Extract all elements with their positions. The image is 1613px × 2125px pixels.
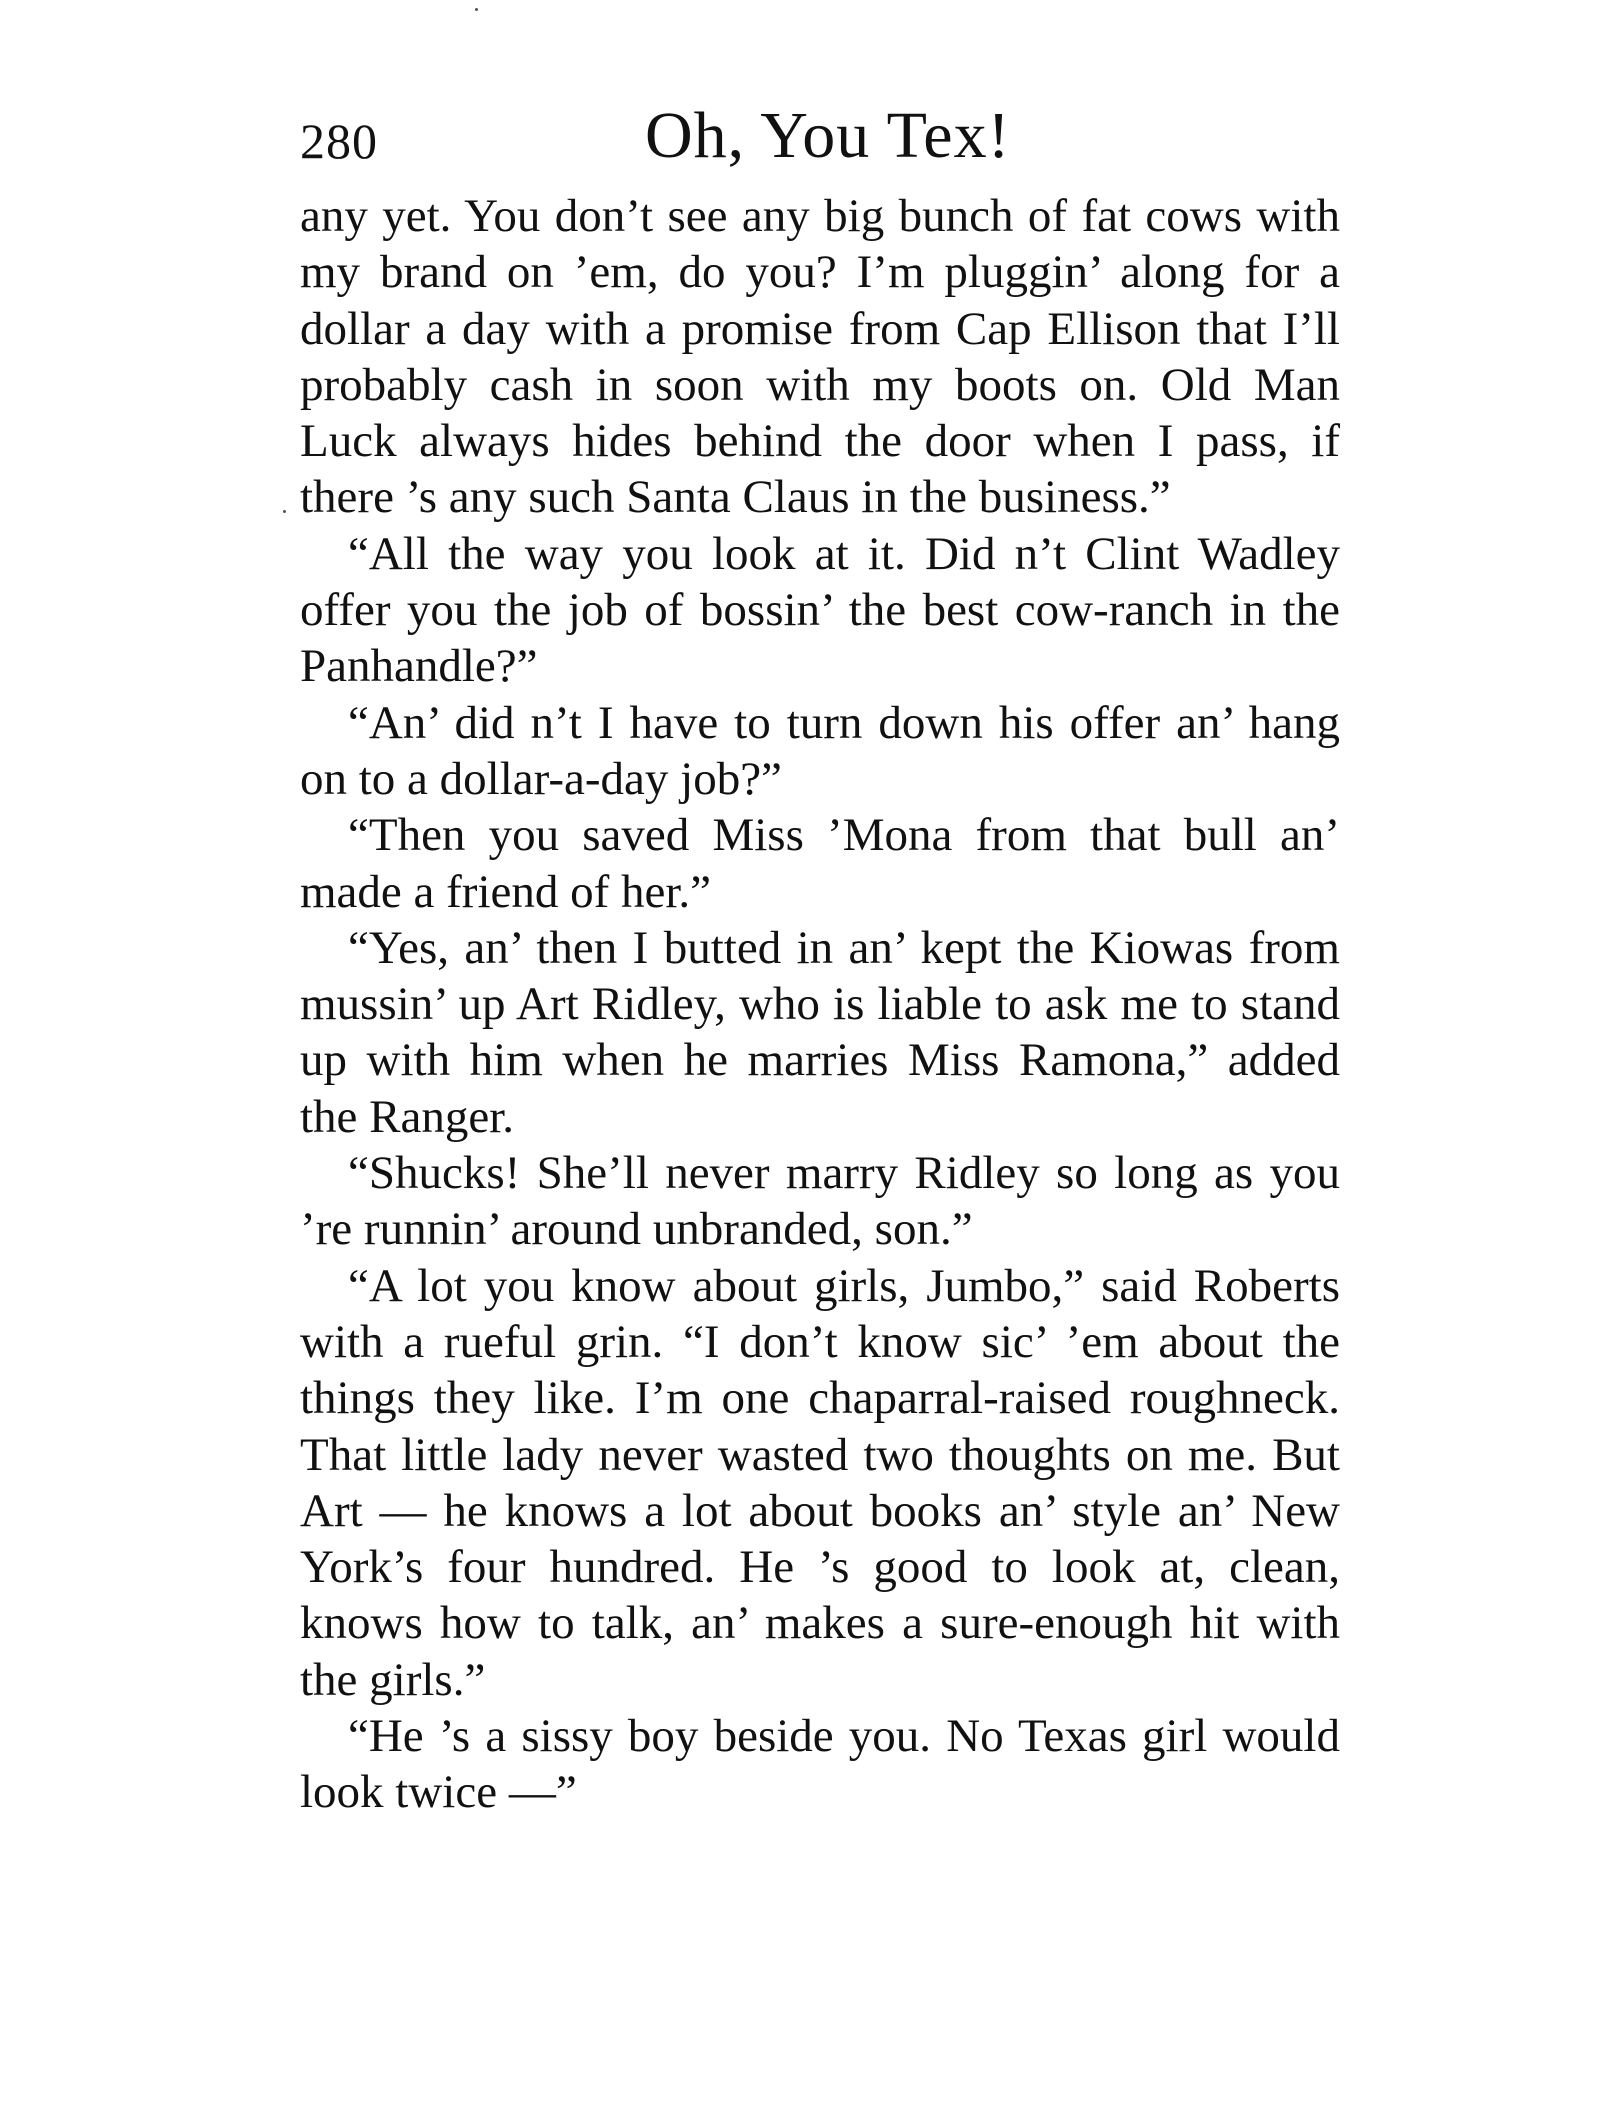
- paragraph: “He ’s a sissy boy beside you. No Texas girl would look twice —”: [300, 1710, 1340, 1819]
- paragraph: “Shucks! She’ll never marry Ridley so long as you ’re runnin’ around unbranded, son.”: [300, 1147, 1340, 1256]
- paragraph: “Then you saved Miss ’Mona from that bull an’ made a friend of her.”: [300, 809, 1340, 918]
- body-text: [300, 188, 1340, 1821]
- paragraph: “A lot you know about girls, Jumbo,” said Roberts with a rueful grin. “I don’t know sic’ ’em about the things they like. I’m one chaparral-raised roughneck. That little lady never wasted two thoughts on me. But Art — he knows a lot about books an’ style an’ New York’s four hundred. He ’s good to look at, clean, knows how to talk, an’ makes a sure-enough hit with the girls.”: [300, 1259, 1340, 1706]
- page-number: 280: [300, 113, 378, 169]
- scan-speck: [475, 8, 478, 11]
- paragraph: “Yes, an’ then I butted in an’ kept the Kiowas from mussin’ up Art Ridley, who is liable to ask me to stand up with him when he marries Miss Ramona,” added the Ranger.: [300, 921, 1340, 1143]
- paragraph: “An’ did n’t I have to turn down his offer an’ hang on to a dollar-a-day job?”: [300, 696, 1340, 805]
- paragraph: “All the way you look at it. Did n’t Clint Wadley offer you the job of bossin’ the best cow-ranch in the Panhandle?”: [300, 527, 1340, 693]
- running-title: Oh, You Tex!: [645, 99, 1011, 172]
- page-header: [300, 98, 1340, 178]
- paragraph: any yet. You don’t see any big bunch of fat cows with my brand on ’em, do you? I’m pluggin’ along for a dollar a day with a promise from Cap Ellison that I’ll probably cash in soon with my boots on. Old Man Luck always hides behind the door when I pass, if there ’s any such Santa Claus in the business.”: [300, 190, 1340, 524]
- scan-speck: [283, 510, 286, 513]
